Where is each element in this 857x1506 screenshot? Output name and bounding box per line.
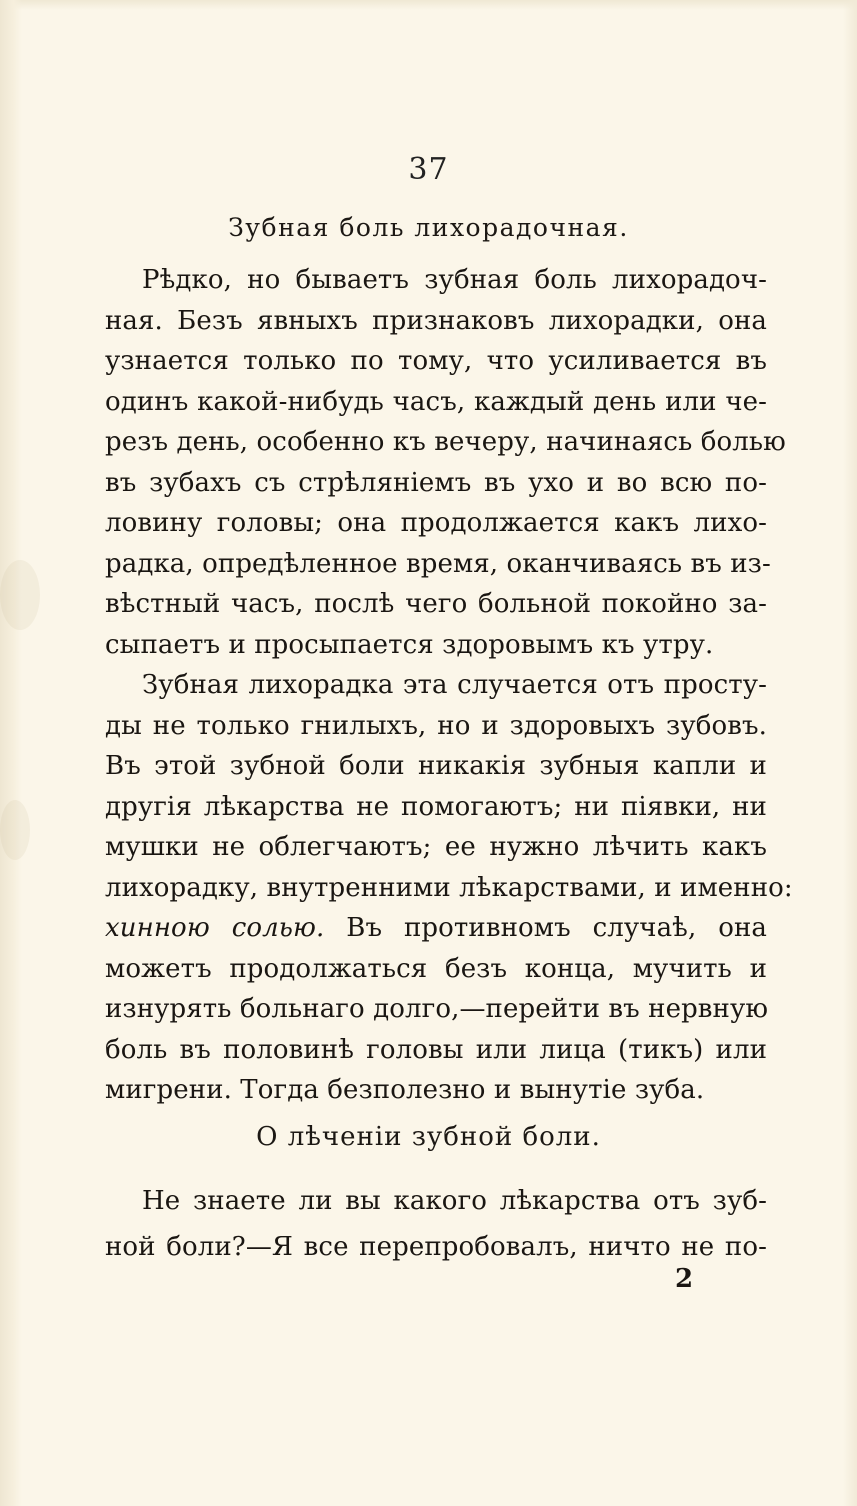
text-line: сыпаетъ и просыпается здоровымъ къ утру. xyxy=(105,629,714,660)
text-line: ды не только гнилыхъ, но и здоровыхъ зубовъ. xyxy=(105,710,767,741)
text-line: одинъ какой-нибудь часъ, каждый день или че- xyxy=(105,386,767,417)
text-line: Зубная лихорадка эта случается отъ просту- xyxy=(142,670,767,700)
text-line: Не знаете ли вы какого лѣкарства отъ зуб- xyxy=(142,1186,767,1216)
text-line: изнурять больнаго долго,—перейти въ нервную xyxy=(105,994,769,1024)
text-line: ловину головы; она продолжается какъ лихо- xyxy=(105,508,767,538)
text-line: ная. Безъ явныхъ признаковъ лихорадки, она xyxy=(105,305,767,336)
text-line: въ зубахъ съ стрѣляніемъ въ ухо и во всю по- xyxy=(105,467,767,498)
paragraph-2 xyxy=(105,665,793,1111)
text-line: Рѣдко, но бываетъ зубная боль лихорадоч- xyxy=(142,265,767,295)
section-heading-fever-toothache: Зубная боль лихорадочная. xyxy=(228,213,629,242)
page-top-shadow xyxy=(0,0,857,10)
text-line: боль въ половинѣ головы или лица (тикъ) или xyxy=(105,1034,767,1065)
paper-stain xyxy=(0,800,30,860)
text-line: радка, опредѣленное время, оканчиваясь въ из- xyxy=(105,548,771,579)
text-line: мушки не облегчаютъ; ее нужно лѣчить какъ xyxy=(105,832,767,862)
text-line: лихорадку, внутренними лѣкарствами, и именно: xyxy=(105,872,793,903)
text-line: можетъ продолжаться безъ конца, мучить и xyxy=(105,953,767,984)
paragraph-1 xyxy=(105,260,786,665)
section-heading-treatment: О лѣченіи зубной боли. xyxy=(256,1122,601,1152)
text-line: резъ день, особенно къ вечеру, начинаясь болью xyxy=(105,427,786,457)
signature-mark: 2 xyxy=(675,1264,694,1294)
text-line: вѣстный часъ, послѣ чего больной покойно за- xyxy=(105,589,767,619)
text-line-with-emphasis xyxy=(105,908,767,949)
text-line: Въ этой зубной боли никакія зубныя капли и xyxy=(105,751,767,781)
text-line: узнается только по тому, что усиливается въ xyxy=(105,346,767,376)
emphasis-quinine-salt: хинною солью. xyxy=(105,913,325,943)
text-line: другія лѣкарства не помогаютъ; ни піявки, ни xyxy=(105,791,767,822)
text-line-rest: Въ противномъ случаѣ, она xyxy=(324,913,767,943)
paper-stain xyxy=(0,560,40,630)
page-number: 37 xyxy=(408,152,449,187)
text-line: мигрени. Тогда безполезно и вынутіе зуба. xyxy=(105,1075,705,1105)
text-line: ной боли?—Я все перепробовалъ, ничто не по- xyxy=(105,1232,767,1262)
paragraph-3 xyxy=(105,1178,767,1270)
